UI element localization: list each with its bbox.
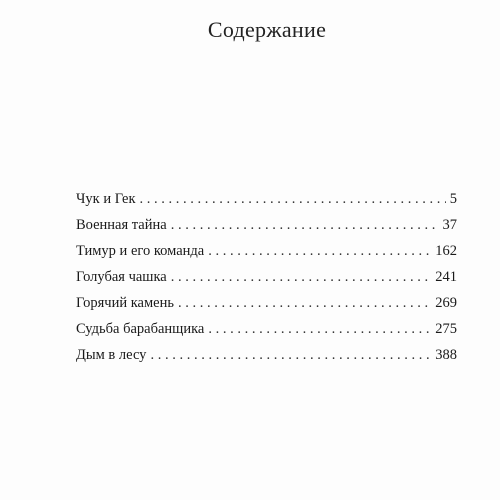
dot-leader <box>171 264 432 290</box>
dot-leader <box>178 290 431 316</box>
dot-leader <box>208 316 431 342</box>
toc-entry-page-number: 37 <box>442 217 457 233</box>
toc-entry-page-number: 275 <box>435 321 457 337</box>
page-title: Содержание <box>207 17 327 42</box>
toc-entry-title: Горячий камень <box>76 295 174 311</box>
toc-entry-title: Судьба барабанщика <box>76 321 205 337</box>
toc-entry-dym-v-lesu[interactable] <box>76 342 457 368</box>
dot-leader <box>208 238 431 264</box>
toc-entry-title: Военная тайна <box>76 217 167 233</box>
toc-entry-timur-i-ego-komanda[interactable] <box>76 238 457 264</box>
toc-entry-voennaya-tayna[interactable] <box>76 212 457 238</box>
toc-entry-page-number: 269 <box>435 295 457 311</box>
toc-entry-title: Тимур и его команда <box>76 243 205 259</box>
dot-leader <box>150 342 431 368</box>
toc-entry-goryachiy-kamen[interactable] <box>76 290 457 316</box>
toc-entry-sudba-barabanshchika[interactable] <box>76 316 457 342</box>
toc-entry-page-number: 241 <box>435 269 457 285</box>
dot-leader <box>140 186 446 212</box>
toc-entry-page-number: 388 <box>435 347 457 363</box>
toc-entry-page-number: 5 <box>449 191 457 207</box>
toc-entry-title: Дым в лесу <box>76 347 147 363</box>
dot-leader <box>171 212 439 238</box>
toc-entry-page-number: 162 <box>435 243 457 259</box>
toc-entry-title: Чук и Гек <box>76 191 136 207</box>
toc-entry-chuk-i-gek[interactable] <box>76 186 457 212</box>
toc-entry-golubaya-chashka[interactable] <box>76 264 457 290</box>
toc-entry-title: Голубая чашка <box>76 269 167 285</box>
table-of-contents <box>76 186 457 368</box>
